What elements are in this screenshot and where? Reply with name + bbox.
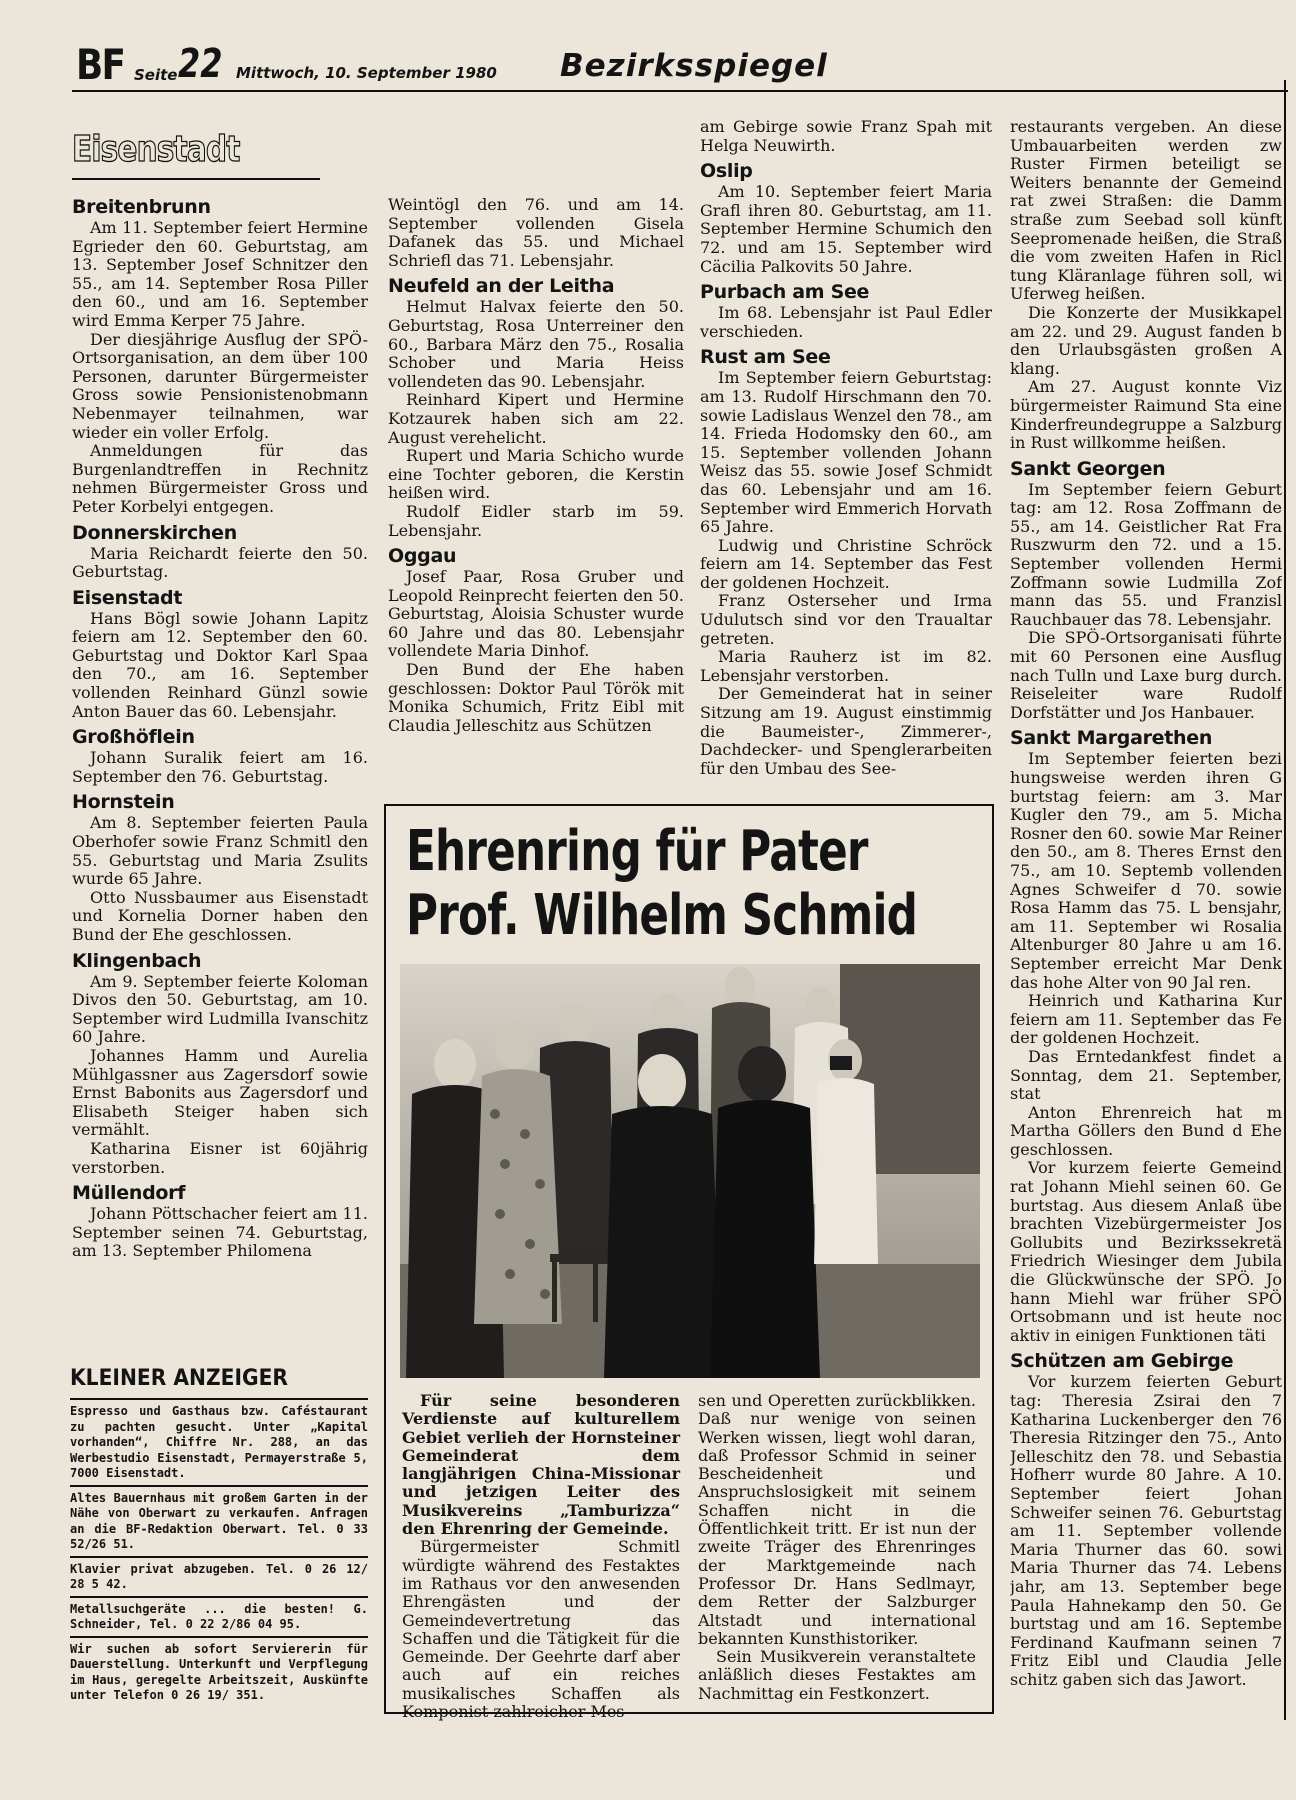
- column-3: [700, 118, 992, 788]
- news-paragraph: Am 27. August konnte Viz bürgermeister Raimund Sta eine Kinderfreundegruppe a Salzburg in Rust willkomme heißen.: [1010, 377, 1282, 453]
- section-heading: Rust am See: [700, 346, 831, 369]
- section-heading: Eisenstadt: [72, 586, 183, 609]
- section-heading: Hornstein: [72, 791, 175, 814]
- district-heading: Eisenstadt: [72, 128, 320, 180]
- classified-ad: Metallsuchgeräte ... die besten! G. Schneider, Tel. 0 22 2/86 04 95.: [70, 1596, 368, 1636]
- news-paragraph: Heinrich und Katharina Kur feiern am 11. September das Fe der goldenen Hochzeit.: [1010, 991, 1282, 1048]
- column-rule: [1284, 80, 1286, 1720]
- news-paragraph: Hans Bögl sowie Johann Lapitz feiern am 12. September den 60. Geburtstag und Doktor Karl Spaa den 70., am 16. September vollenden Reinhard Günzl sowie Anton Bauer das 60. Lebensjahr.: [72, 608, 368, 721]
- news-paragraph: Anmeldungen für das Burgenlandtreffen in Rechnitz nehmen Bürgermeister Gross und Peter Korbelyi entgegen.: [72, 441, 368, 516]
- newspaper-logo: BF: [76, 40, 125, 89]
- feature-paragraph: sen und Operetten zurückblikken. Daß nur wenige von seinen Werken wissen, liegt wohl daran, daß Professor Schmid in seiner Bescheidenheit und Anspruchslosigkeit mit seinem Schaffen nicht in die Öffentlichkeit tritt. Er ist nun der zweite Träger des Ehrenringes der Marktgemeinde nach Professor Dr. Hans Sedlmayr, dem Retter der Salzburger Altstadt und international bekannten Kunsthistoriker.: [698, 1391, 976, 1648]
- headline-line-1: Ehrenring für Pater: [406, 819, 868, 884]
- section-heading: Großhöflein: [72, 726, 195, 749]
- classified-ad: Altes Bauernhaus mit großem Garten in der Nähe von Oberwart zu verkaufen. Anfragen an die BF-Redaktion Oberwart. Tel. 0 33 52/26 51.: [70, 1485, 368, 1556]
- news-paragraph: Den Bund der Ehe haben geschlossen: Doktor Paul Török mit Monika Schumich, Fritz Eibl mit Claudia Jelleschitz aus Schützen: [388, 660, 684, 735]
- section-heading: Neufeld an der Leitha: [388, 275, 615, 298]
- news-paragraph: Im 68. Lebensjahr ist Paul Edler verschieden.: [700, 303, 992, 341]
- section-heading: Purbach am See: [700, 281, 870, 304]
- news-paragraph: Maria Rauherz ist im 82. Lebensjahr verstorben.: [700, 647, 992, 685]
- classifieds: [70, 1366, 368, 1707]
- news-paragraph: Weintögl den 76. und am 14. September vollenden Gisela Dafanek das 55. und Michael Schriefl das 71. Lebensjahr.: [388, 196, 684, 270]
- news-paragraph: Johannes Hamm und Aurelia Mühlgassner aus Zagersdorf sowie Ernst Babonits aus Zagersdorf und Elisabeth Steiger haben sich vermählt.: [72, 1045, 368, 1140]
- feature-article: [384, 804, 994, 1722]
- news-paragraph: Rupert und Maria Schicho wurde eine Tochter geboren, die Kerstin heißen wird.: [388, 446, 684, 503]
- news-paragraph: am Gebirge sowie Franz Spah mit Helga Neuwirth.: [700, 118, 992, 155]
- feature-column-left: [402, 1392, 680, 1721]
- masthead: [72, 40, 1288, 90]
- news-paragraph: Am 11. September feiert Hermine Egrieder den 60. Geburtstag, am 13. September Josef Schnitzer den 55., am 14. September Rosa Piller den 60., und am 16. September wird Emma Kerper 75 Jahre.: [72, 218, 368, 330]
- news-paragraph: Reinhard Kipert und Hermine Kotzaurek haben sich am 22. August verehelicht.: [388, 390, 684, 447]
- feature-column-right: [698, 1392, 976, 1703]
- news-paragraph: Johann Pöttschacher feiert am 11. September seinen 74. Geburtstag, am 13. September Philomena: [72, 1204, 368, 1261]
- news-paragraph: Ludwig und Christine Schröck feiern am 14. September das Fest der goldenen Hochzeit.: [700, 535, 992, 592]
- ceremony-photo-illustration: [400, 964, 980, 1378]
- news-paragraph: Anton Ehrenreich hat m Martha Göllers den Bund d Ehe geschlossen.: [1010, 1102, 1282, 1159]
- news-paragraph: Der diesjährige Ausflug der SPÖ-Ortsorganisation, an dem über 100 Personen, darunter Bürgermeister Gross sowie Pensionistenobmann Nebenmayer teilnahmen, war wieder ein voller Erfolg.: [72, 329, 368, 442]
- masthead-rule: [72, 90, 1288, 92]
- column-4: [1010, 118, 1282, 1718]
- classified-ad-list: [70, 1398, 368, 1707]
- news-paragraph: Helmut Halvax feierte den 50. Geburtstag, Rosa Unterreiner den 60., Barbara März den 75., Rosalia Schober und Maria Heiss vollendeten das 90. Lebensjahr.: [388, 297, 684, 391]
- page-number: 22: [178, 41, 223, 87]
- news-paragraph: Das Erntedankfest findet a Sonntag, dem 21. September, stat: [1010, 1046, 1282, 1104]
- feature-paragraph: Sein Musikverein veranstaltete anläßlich dieses Festaktes am Nachmittag ein Festkonzert.: [698, 1647, 976, 1703]
- section-heading: Sankt Georgen: [1010, 457, 1166, 480]
- news-paragraph: Vor kurzem feierten Geburt tag: Theresia Zsirai den 7 Katharina Luckenberger den 76 Theresia Ritzinger den 75., Anto Jelleschitz den 78. und Sebastia Hofherr wurde 80 Jahre. A 10. September feiert Johan Schweifer seinen 76. Geburtstag am 11. September vollende Maria Thurner das 60. sowi Maria Thurner das 74. Lebens jahr, am 13. September bege Paula Hahnekamp den 50. Ge burtstag und am 16. Septembe Ferdinand Kaufmann seinen 7 Fritz Eibl und Claudia Jelle schitz gaben sich das Jawort.: [1010, 1372, 1282, 1689]
- section-heading: Schützen am Gebirge: [1010, 1350, 1234, 1373]
- classified-ad: Klavier privat abzugeben. Tel. 0 26 12/ 28 5 42.: [70, 1556, 368, 1596]
- column-1: [72, 196, 368, 1346]
- news-paragraph: Die Konzerte der Musikkapel am 22. und 29. August fanden b den Urlaubsgästen großen A klang.: [1010, 302, 1282, 378]
- classified-ad: Wir suchen ab sofort Serviererin für Dauerstellung. Unterkunft und Verpflegung im Haus, geregelte Arbeitszeit, Auskünfte unter Telefon 0 26 19/ 351.: [70, 1636, 368, 1707]
- news-paragraph: Die SPÖ-Ortsorganisati führte mit 60 Personen eine Ausflug nach Tulln und Laxe burg durch. Reiseleiter ware Rudolf Dorfstätter und Jos Hanbauer.: [1010, 628, 1282, 722]
- ceremony-photo: [400, 964, 980, 1378]
- news-paragraph: Der Gemeinderat hat in seiner Sitzung am 19. August einstimmig die Baumeister-, Zimmerer-, Dachdecker- und Spenglerarbeiten für den Umbau des See-: [700, 684, 992, 778]
- section-heading: Sankt Margarethen: [1010, 727, 1213, 750]
- classifieds-title: KLEINER ANZEIGER: [70, 1366, 288, 1391]
- section-heading: Breitenbrunn: [72, 196, 211, 218]
- news-paragraph: Vor kurzem feierte Gemeind rat Johann Miehl seinen 60. Ge burtstag. Aus diesem Anlaß übe brachten Vizebürgermeister Jos Gollubits und Bezirkssekretä Friedrich Wiesinger dem Jubila die Glückwünsche der SPÖ. Jo hann Miehl war früher SPÖ Ortsobmann und ist heute noc aktiv in einigen Funktionen täti: [1010, 1158, 1282, 1345]
- headline-line-2: Prof. Wilhelm Schmid: [406, 883, 918, 948]
- news-paragraph: Katharina Eisner ist 60jährig verstorben.: [72, 1138, 368, 1177]
- news-paragraph: Im September feiern Geburtstag: am 13. Rudolf Hirschmann den 70. sowie Ladislaus Wenzel den 78., am 14. Frieda Hodomsky den 60., am 15. September vollenden Johann Weisz das 55. sowie Josef Schmidt das 60. Lebensjahr und am 16. September wird Emmerich Horvath 65 Jahre.: [700, 368, 992, 537]
- section-heading: Klingenbach: [72, 949, 202, 972]
- section-heading: Donnerskirchen: [72, 521, 237, 544]
- classified-ad: Espresso und Gasthaus bzw. Caféstaurant zu pachten gesucht. Unter „Kapital vorhanden“, Chiffre Nr. 288, an das Werbestudio Eisenstadt, Permayerstraße 5, 7000 Eisenstadt.: [70, 1398, 368, 1485]
- feature-paragraph: Bürgermeister Schmitl würdigte während des Festaktes im Rathaus vor den anwesenden Ehrengästen und der Gemeindevertretung das Schaffen und die Tätigkeit für die Gemeinde. Der Geehrte darf aber auch auf ein reiches musikalisches Schaffen als Komponist zahlreicher Mes-: [402, 1537, 680, 1722]
- section-heading: Oslip: [700, 160, 753, 183]
- section-heading: Müllendorf: [72, 1182, 186, 1205]
- section-heading: Oggau: [388, 545, 457, 568]
- news-paragraph: Im September feiern Geburt tag: am 12. Rosa Zoffmann de 55., am 14. Geistlicher Rat Fra Ruszwurm den 72. und a 15. September vollenden Hermi Zoffmann sowie Ludmilla Zof mann das 55. und Franzisl Rauchbauer das 78. Lebensjahr.: [1010, 479, 1282, 629]
- news-paragraph: Josef Paar, Rosa Gruber und Leopold Reinprecht feierten den 50. Geburtstag, Aloisia Schuster wurde 60 Jahre und das 80. Lebensjahr vollendete Maria Dinhof.: [388, 567, 684, 661]
- issue-date: Mittwoch, 10. September 1980: [236, 64, 497, 82]
- news-paragraph: Am 8. September feierten Paula Oberhofer sowie Franz Schmitl den 55. Geburtstag und Maria Zsulits wurde 65 Jahre.: [72, 813, 368, 889]
- news-paragraph: Rudolf Eidler starb im 59. Lebensjahr.: [388, 501, 684, 540]
- news-paragraph: Am 10. September feiert Maria Grafl ihren 80. Geburtstag, am 11. September Hermine Schumich den 72. und am 15. September wird Cäcilia Palkovits 50 Jahre.: [700, 182, 992, 276]
- news-paragraph: Am 9. September feierte Koloman Divos den 50. Geburtstag, am 10. September wird Ludmilla Ivanschitz 60 Jahre.: [72, 971, 368, 1047]
- news-paragraph: Johann Suralik feiert am 16. September den 76. Geburtstag.: [72, 748, 368, 786]
- column-2: [388, 196, 684, 786]
- news-paragraph: Franz Osterseher und Irma Udulutsch sind vor den Traualtar getreten.: [700, 591, 992, 648]
- news-paragraph: Otto Nussbaumer aus Eisenstadt und Kornelia Dorner haben den Bund der Ehe geschlossen.: [72, 887, 368, 944]
- feature-paragraph: Für seine besonderen Verdienste auf kulturellem Gebiet verlieh der Hornsteiner Gemeinderat dem langjährigen China-Missionar und jetzigen Leiter des Musikvereins „Tamburizza“ den Ehrenring der Gemeinde.: [402, 1391, 680, 1539]
- news-paragraph: Im September feierten bezi hungsweise werden ihren G burtstag feiern: am 3. Mar Kugler den 79., am 5. Micha Rosner den 60. sowie Mar Reiner den 50., am 8. Theres Ernst den 75., am 10. Septemb vollenden Agnes Schweifer d 70. sowie Rosa Hamm das 75. L bensjahr, am 11. September wi Rosalia Altenburger 80 Jahre u am 16. September erreicht Mar Denk das hohe Alter von 90 Jal ren.: [1010, 749, 1282, 992]
- news-paragraph: Maria Reichardt feierte den 50. Geburtstag.: [72, 543, 368, 582]
- feature-headline: [406, 820, 917, 948]
- news-paragraph: restaurants vergeben. An diese Umbauarbeiten werden zw Ruster Firmen beteiligt se Weiters benannte der Gemeind rat zwei Straßen: die Damm straße zum Seebad soll künft Seepromenade heißen, die Straß die vom zweiten Hafen in Ricl tung Kläranlage führen soll, wi Uferweg heißen.: [1010, 118, 1282, 304]
- section-title: Bezirksspiegel: [560, 48, 828, 84]
- page-label: Seite: [134, 66, 178, 84]
